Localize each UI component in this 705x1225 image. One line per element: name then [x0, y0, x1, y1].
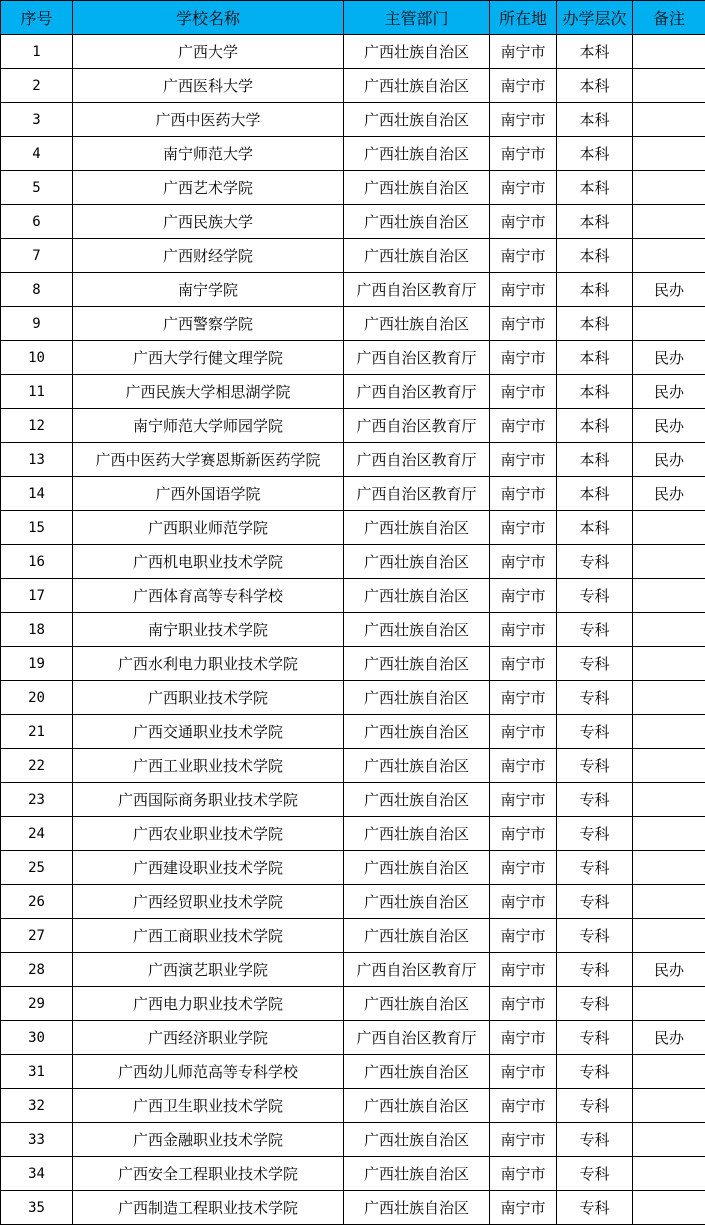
cell-school-name: 广西卫生职业技术学院 — [73, 1089, 344, 1123]
cell-level: 本科 — [557, 273, 633, 307]
cell-note — [633, 885, 705, 919]
table-row — [1, 749, 705, 783]
cell-level: 本科 — [557, 35, 633, 69]
cell-location: 南宁市 — [490, 171, 557, 205]
cell-department: 广西壮族自治区 — [344, 1191, 490, 1225]
cell-location: 南宁市 — [490, 205, 557, 239]
cell-location: 南宁市 — [490, 817, 557, 851]
cell-location: 南宁市 — [490, 1055, 557, 1089]
cell-department: 广西壮族自治区 — [344, 919, 490, 953]
cell-school-name: 广西财经学院 — [73, 239, 344, 273]
cell-department: 广西壮族自治区 — [344, 647, 490, 681]
cell-number: 15 — [1, 511, 73, 545]
cell-level: 本科 — [557, 375, 633, 409]
cell-number: 13 — [1, 443, 73, 477]
cell-location: 南宁市 — [490, 1123, 557, 1157]
cell-note: 民办 — [633, 443, 705, 477]
cell-number: 34 — [1, 1157, 73, 1191]
cell-level: 本科 — [557, 443, 633, 477]
cell-department: 广西壮族自治区 — [344, 1089, 490, 1123]
cell-number: 25 — [1, 851, 73, 885]
cell-school-name: 广西中医药大学赛恩斯新医药学院 — [73, 443, 344, 477]
table-row — [1, 579, 705, 613]
cell-location: 南宁市 — [490, 239, 557, 273]
cell-number: 22 — [1, 749, 73, 783]
cell-location: 南宁市 — [490, 953, 557, 987]
cell-number: 4 — [1, 137, 73, 171]
cell-school-name: 广西演艺职业学院 — [73, 953, 344, 987]
cell-school-name: 广西职业师范学院 — [73, 511, 344, 545]
cell-level: 本科 — [557, 307, 633, 341]
table-row — [1, 171, 705, 205]
cell-location: 南宁市 — [490, 443, 557, 477]
cell-note: 民办 — [633, 953, 705, 987]
cell-note — [633, 1123, 705, 1157]
cell-department: 广西自治区教育厅 — [344, 341, 490, 375]
cell-school-name: 广西制造工程职业技术学院 — [73, 1191, 344, 1225]
table-row — [1, 851, 705, 885]
cell-department: 广西自治区教育厅 — [344, 273, 490, 307]
cell-note — [633, 171, 705, 205]
cell-number: 1 — [1, 35, 73, 69]
cell-school-name: 广西经济职业学院 — [73, 1021, 344, 1055]
cell-school-name: 南宁学院 — [73, 273, 344, 307]
cell-school-name: 广西安全工程职业技术学院 — [73, 1157, 344, 1191]
cell-department: 广西壮族自治区 — [344, 885, 490, 919]
cell-number: 7 — [1, 239, 73, 273]
cell-note — [633, 1157, 705, 1191]
cell-note — [633, 613, 705, 647]
cell-location: 南宁市 — [490, 681, 557, 715]
table-row — [1, 375, 705, 409]
cell-note — [633, 137, 705, 171]
cell-school-name: 广西大学行健文理学院 — [73, 341, 344, 375]
cell-department: 广西壮族自治区 — [344, 239, 490, 273]
cell-department: 广西壮族自治区 — [344, 137, 490, 171]
cell-note — [633, 987, 705, 1021]
column-header-department: 主管部门 — [344, 1, 490, 35]
cell-number: 17 — [1, 579, 73, 613]
cell-level: 本科 — [557, 239, 633, 273]
cell-number: 6 — [1, 205, 73, 239]
cell-school-name: 广西国际商务职业技术学院 — [73, 783, 344, 817]
cell-location: 南宁市 — [490, 511, 557, 545]
cell-note — [633, 579, 705, 613]
cell-department: 广西自治区教育厅 — [344, 443, 490, 477]
cell-location: 南宁市 — [490, 987, 557, 1021]
cell-level: 专科 — [557, 1055, 633, 1089]
cell-number: 19 — [1, 647, 73, 681]
cell-note — [633, 647, 705, 681]
cell-note — [633, 1191, 705, 1225]
header-row — [1, 1, 705, 35]
cell-department: 广西自治区教育厅 — [344, 477, 490, 511]
cell-school-name: 广西工业职业技术学院 — [73, 749, 344, 783]
cell-school-name: 广西体育高等专科学校 — [73, 579, 344, 613]
cell-note: 民办 — [633, 1021, 705, 1055]
cell-number: 33 — [1, 1123, 73, 1157]
cell-number: 10 — [1, 341, 73, 375]
cell-location: 南宁市 — [490, 749, 557, 783]
cell-level: 专科 — [557, 715, 633, 749]
cell-note — [633, 69, 705, 103]
table-row — [1, 647, 705, 681]
cell-department: 广西壮族自治区 — [344, 783, 490, 817]
cell-note: 民办 — [633, 375, 705, 409]
cell-location: 南宁市 — [490, 307, 557, 341]
cell-location: 南宁市 — [490, 409, 557, 443]
cell-number: 8 — [1, 273, 73, 307]
cell-department: 广西壮族自治区 — [344, 987, 490, 1021]
table-row — [1, 35, 705, 69]
table-row — [1, 443, 705, 477]
cell-note — [633, 1089, 705, 1123]
cell-level: 专科 — [557, 613, 633, 647]
table-row — [1, 1123, 705, 1157]
cell-note — [633, 749, 705, 783]
cell-note — [633, 681, 705, 715]
cell-location: 南宁市 — [490, 647, 557, 681]
cell-department: 广西壮族自治区 — [344, 579, 490, 613]
table-row — [1, 239, 705, 273]
cell-school-name: 南宁师范大学 — [73, 137, 344, 171]
cell-school-name: 广西警察学院 — [73, 307, 344, 341]
table-row — [1, 1191, 705, 1225]
cell-level: 专科 — [557, 749, 633, 783]
cell-number: 26 — [1, 885, 73, 919]
cell-department: 广西壮族自治区 — [344, 613, 490, 647]
cell-department: 广西壮族自治区 — [344, 715, 490, 749]
table-row — [1, 681, 705, 715]
cell-level: 专科 — [557, 953, 633, 987]
table-row — [1, 273, 705, 307]
cell-level: 专科 — [557, 1157, 633, 1191]
cell-department: 广西壮族自治区 — [344, 545, 490, 579]
table-row — [1, 885, 705, 919]
table-row — [1, 953, 705, 987]
table-row — [1, 69, 705, 103]
cell-number: 32 — [1, 1089, 73, 1123]
cell-note — [633, 783, 705, 817]
column-header-note: 备注 — [633, 1, 705, 35]
cell-level: 本科 — [557, 69, 633, 103]
cell-location: 南宁市 — [490, 613, 557, 647]
cell-number: 18 — [1, 613, 73, 647]
cell-number: 16 — [1, 545, 73, 579]
cell-location: 南宁市 — [490, 919, 557, 953]
table-row — [1, 783, 705, 817]
cell-school-name: 广西工商职业技术学院 — [73, 919, 344, 953]
table-row — [1, 205, 705, 239]
table-row — [1, 715, 705, 749]
table-row — [1, 919, 705, 953]
table-row — [1, 477, 705, 511]
cell-location: 南宁市 — [490, 885, 557, 919]
cell-location: 南宁市 — [490, 103, 557, 137]
cell-note — [633, 511, 705, 545]
cell-school-name: 广西机电职业技术学院 — [73, 545, 344, 579]
table-row — [1, 987, 705, 1021]
cell-note: 民办 — [633, 477, 705, 511]
cell-department: 广西壮族自治区 — [344, 749, 490, 783]
cell-department: 广西壮族自治区 — [344, 307, 490, 341]
cell-location: 南宁市 — [490, 341, 557, 375]
cell-note: 民办 — [633, 409, 705, 443]
table-row — [1, 1055, 705, 1089]
cell-department: 广西自治区教育厅 — [344, 409, 490, 443]
cell-number: 2 — [1, 69, 73, 103]
cell-level: 专科 — [557, 783, 633, 817]
table-row — [1, 613, 705, 647]
table-row — [1, 511, 705, 545]
cell-level: 本科 — [557, 205, 633, 239]
cell-number: 9 — [1, 307, 73, 341]
cell-level: 本科 — [557, 137, 633, 171]
cell-school-name: 广西交通职业技术学院 — [73, 715, 344, 749]
cell-number: 5 — [1, 171, 73, 205]
cell-school-name: 广西民族大学 — [73, 205, 344, 239]
cell-location: 南宁市 — [490, 715, 557, 749]
cell-department: 广西壮族自治区 — [344, 1157, 490, 1191]
cell-note — [633, 35, 705, 69]
cell-number: 21 — [1, 715, 73, 749]
cell-number: 31 — [1, 1055, 73, 1089]
cell-department: 广西自治区教育厅 — [344, 375, 490, 409]
table-header — [1, 1, 705, 35]
cell-note — [633, 307, 705, 341]
cell-location: 南宁市 — [490, 545, 557, 579]
table-row — [1, 1157, 705, 1191]
cell-level: 专科 — [557, 885, 633, 919]
cell-number: 35 — [1, 1191, 73, 1225]
cell-level: 专科 — [557, 579, 633, 613]
cell-school-name: 广西建设职业技术学院 — [73, 851, 344, 885]
cell-department: 广西壮族自治区 — [344, 851, 490, 885]
table-row — [1, 307, 705, 341]
column-header-school-name: 学校名称 — [73, 1, 344, 35]
cell-level: 本科 — [557, 103, 633, 137]
cell-number: 11 — [1, 375, 73, 409]
cell-location: 南宁市 — [490, 1157, 557, 1191]
cell-location: 南宁市 — [490, 1021, 557, 1055]
column-header-level: 办学层次 — [557, 1, 633, 35]
cell-level: 专科 — [557, 1089, 633, 1123]
cell-note — [633, 1055, 705, 1089]
cell-number: 24 — [1, 817, 73, 851]
cell-number: 3 — [1, 103, 73, 137]
cell-level: 专科 — [557, 851, 633, 885]
cell-department: 广西壮族自治区 — [344, 1123, 490, 1157]
cell-school-name: 广西农业职业技术学院 — [73, 817, 344, 851]
cell-department: 广西壮族自治区 — [344, 205, 490, 239]
cell-location: 南宁市 — [490, 1089, 557, 1123]
cell-department: 广西壮族自治区 — [344, 69, 490, 103]
cell-school-name: 广西中医药大学 — [73, 103, 344, 137]
cell-location: 南宁市 — [490, 477, 557, 511]
cell-note: 民办 — [633, 341, 705, 375]
column-header-number: 序号 — [1, 1, 73, 35]
table-row — [1, 1021, 705, 1055]
cell-level: 专科 — [557, 1191, 633, 1225]
cell-department: 广西壮族自治区 — [344, 511, 490, 545]
cell-school-name: 广西电力职业技术学院 — [73, 987, 344, 1021]
cell-number: 14 — [1, 477, 73, 511]
cell-level: 专科 — [557, 681, 633, 715]
cell-department: 广西自治区教育厅 — [344, 953, 490, 987]
cell-level: 专科 — [557, 1123, 633, 1157]
cell-number: 12 — [1, 409, 73, 443]
table-row — [1, 409, 705, 443]
cell-department: 广西壮族自治区 — [344, 103, 490, 137]
cell-note: 民办 — [633, 273, 705, 307]
cell-department: 广西壮族自治区 — [344, 35, 490, 69]
cell-department: 广西壮族自治区 — [344, 171, 490, 205]
cell-note — [633, 545, 705, 579]
cell-department: 广西自治区教育厅 — [344, 1021, 490, 1055]
cell-note — [633, 851, 705, 885]
table-row — [1, 341, 705, 375]
cell-school-name: 南宁师范大学师园学院 — [73, 409, 344, 443]
cell-number: 27 — [1, 919, 73, 953]
cell-level: 专科 — [557, 647, 633, 681]
cell-note — [633, 103, 705, 137]
cell-level: 专科 — [557, 1021, 633, 1055]
table-row — [1, 103, 705, 137]
cell-location: 南宁市 — [490, 69, 557, 103]
cell-school-name: 广西艺术学院 — [73, 171, 344, 205]
table-row — [1, 817, 705, 851]
cell-department: 广西壮族自治区 — [344, 1055, 490, 1089]
cell-number: 20 — [1, 681, 73, 715]
cell-level: 专科 — [557, 987, 633, 1021]
cell-number: 29 — [1, 987, 73, 1021]
cell-school-name: 广西职业技术学院 — [73, 681, 344, 715]
cell-location: 南宁市 — [490, 1191, 557, 1225]
cell-school-name: 广西经贸职业技术学院 — [73, 885, 344, 919]
cell-school-name: 广西金融职业技术学院 — [73, 1123, 344, 1157]
cell-number: 23 — [1, 783, 73, 817]
table-body — [1, 35, 705, 1225]
cell-note — [633, 715, 705, 749]
cell-school-name: 广西水利电力职业技术学院 — [73, 647, 344, 681]
cell-location: 南宁市 — [490, 35, 557, 69]
cell-school-name: 广西医科大学 — [73, 69, 344, 103]
cell-level: 专科 — [557, 545, 633, 579]
cell-school-name: 广西民族大学相思湖学院 — [73, 375, 344, 409]
cell-note — [633, 205, 705, 239]
cell-level: 本科 — [557, 511, 633, 545]
cell-note — [633, 817, 705, 851]
cell-level: 专科 — [557, 919, 633, 953]
cell-level: 本科 — [557, 477, 633, 511]
cell-number: 28 — [1, 953, 73, 987]
table-row — [1, 545, 705, 579]
table-row — [1, 137, 705, 171]
cell-location: 南宁市 — [490, 579, 557, 613]
cell-level: 本科 — [557, 341, 633, 375]
cell-department: 广西壮族自治区 — [344, 817, 490, 851]
cell-location: 南宁市 — [490, 375, 557, 409]
cell-school-name: 南宁职业技术学院 — [73, 613, 344, 647]
cell-level: 本科 — [557, 409, 633, 443]
table-row — [1, 1089, 705, 1123]
cell-level: 本科 — [557, 171, 633, 205]
cell-level: 专科 — [557, 817, 633, 851]
cell-department: 广西壮族自治区 — [344, 681, 490, 715]
cell-note — [633, 239, 705, 273]
cell-note — [633, 919, 705, 953]
cell-location: 南宁市 — [490, 783, 557, 817]
cell-school-name: 广西大学 — [73, 35, 344, 69]
cell-location: 南宁市 — [490, 137, 557, 171]
cell-location: 南宁市 — [490, 273, 557, 307]
column-header-location: 所在地 — [490, 1, 557, 35]
cell-school-name: 广西幼儿师范高等专科学校 — [73, 1055, 344, 1089]
cell-number: 30 — [1, 1021, 73, 1055]
cell-location: 南宁市 — [490, 851, 557, 885]
cell-school-name: 广西外国语学院 — [73, 477, 344, 511]
